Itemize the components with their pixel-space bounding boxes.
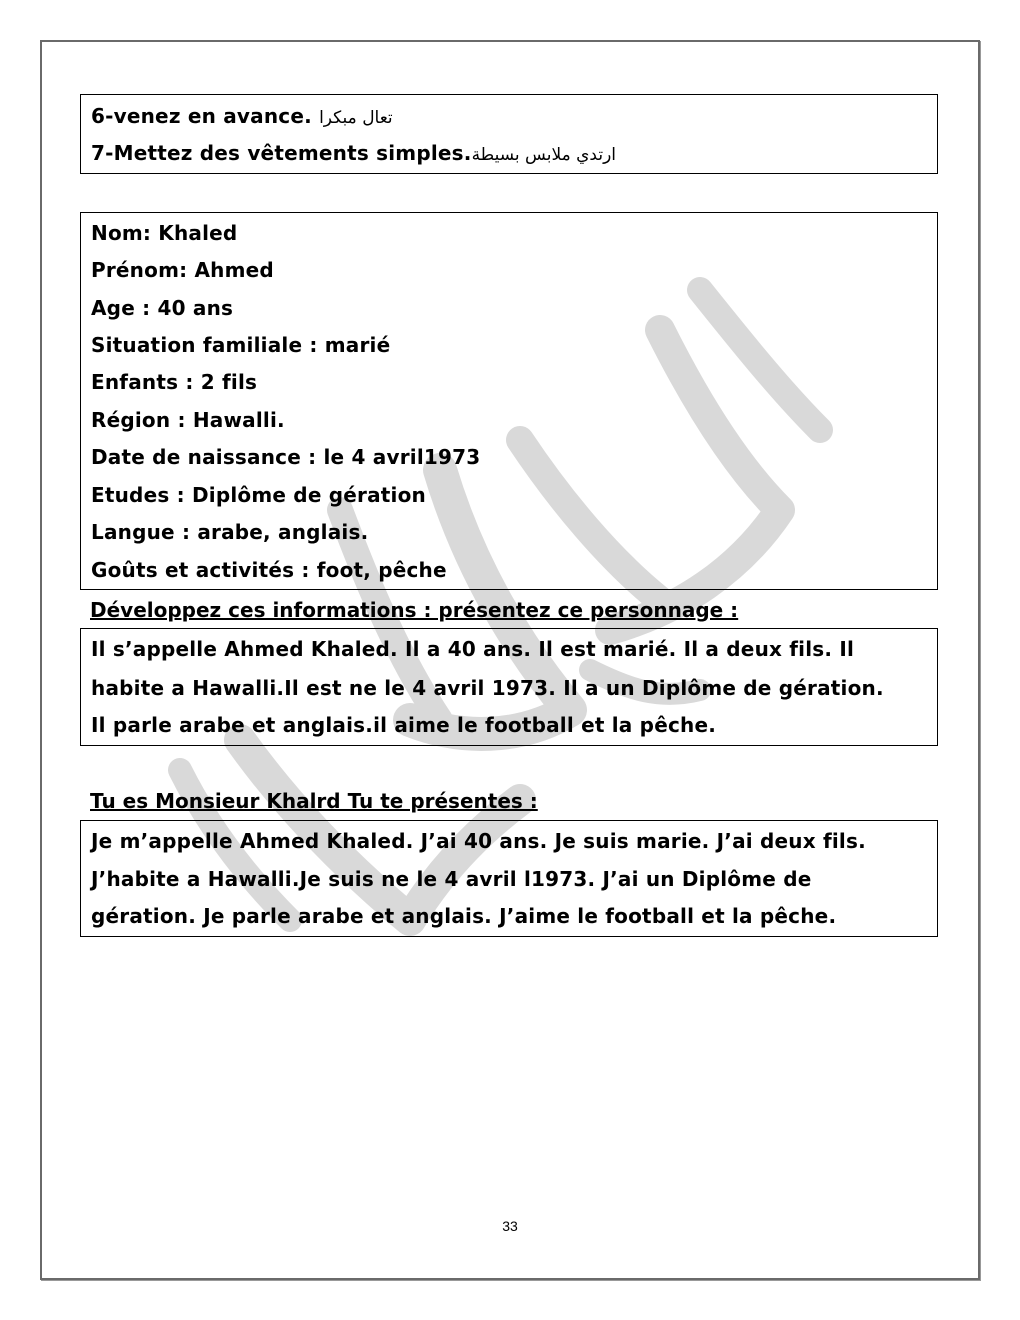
instruction-6-text: 6-venez en avance. <box>91 104 312 128</box>
profile-age: Age : 40 ans <box>91 296 234 320</box>
profile-langue: Langue : arabe, anglais. <box>91 520 369 544</box>
section1-box <box>80 628 938 746</box>
section1-line: habite a Hawalli.Il est ne le 4 avril 1973. Il a un Diplôme de gération. <box>91 676 884 700</box>
instruction-7-text: 7-Mettez des vêtements simples. <box>91 141 472 165</box>
section2-line: J’habite a Hawalli.Je suis ne le 4 avril l1973. J’ai un Diplôme de <box>91 867 812 891</box>
instruction-6-arabic: تعال مبكرا <box>319 108 393 128</box>
profile-etudes: Etudes : Diplôme de gération <box>91 483 426 507</box>
profile-box <box>80 212 938 590</box>
profile-naissance: Date de naissance : le 4 avril1973 <box>91 445 481 469</box>
profile-region: Région : Hawalli. <box>91 408 285 432</box>
section1-line: Il s’appelle Ahmed Khaled. Il a 40 ans. Il est marié. Il a deux fils. Il <box>91 637 855 661</box>
instruction-7 <box>91 140 616 168</box>
page-number: 33 <box>502 1218 518 1234</box>
section1-heading: Développez ces informations : présentez ce personnage : <box>90 598 739 622</box>
profile-nom: Nom: Khaled <box>91 221 238 245</box>
profile-enfants: Enfants : 2 fils <box>91 370 258 394</box>
instruction-7-arabic: ارتدي ملابس بسيطة <box>471 145 617 165</box>
section2-line: Je m’appelle Ahmed Khaled. J’ai 40 ans. Je suis marie. J’ai deux fils. <box>91 829 866 853</box>
section2-box <box>80 820 938 937</box>
section2-line: gération. Je parle arabe et anglais. J’aime le football et la pêche. <box>91 904 837 928</box>
profile-prenom: Prénom: Ahmed <box>91 258 274 282</box>
profile-situation: Situation familiale : marié <box>91 333 391 357</box>
instruction-6 <box>91 103 393 131</box>
section2-heading: Tu es Monsieur Khalrd Tu te présentes : <box>90 789 538 813</box>
section1-line: Il parle arabe et anglais.il aime le football et la pêche. <box>91 713 717 737</box>
instructions-box <box>80 94 938 174</box>
profile-gouts: Goûts et activités : foot, pêche <box>91 558 447 582</box>
